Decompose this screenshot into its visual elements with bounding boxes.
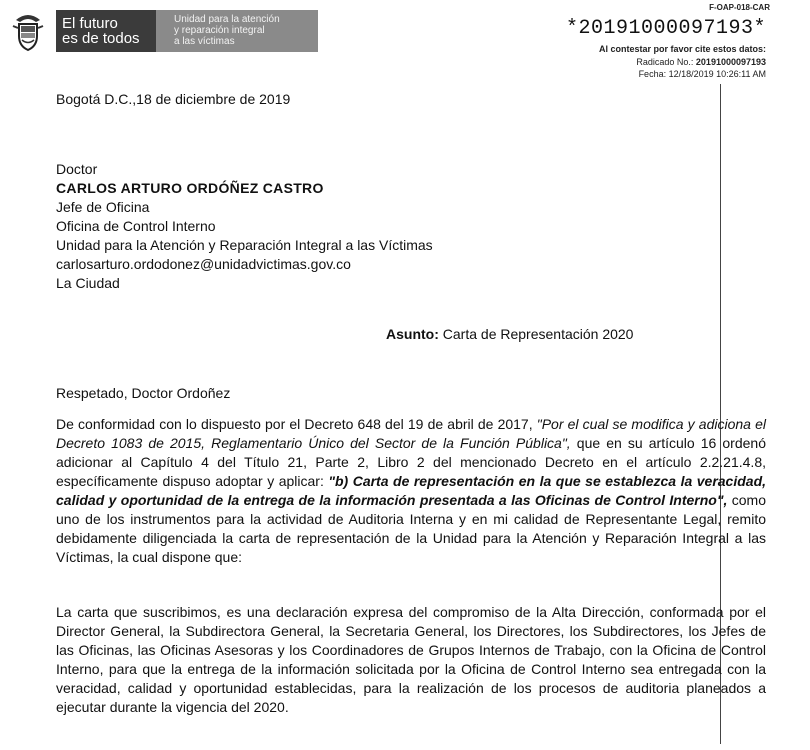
recipient-email: carlosarturo.ordodonez@unidadvictimas.gov.co [56, 256, 351, 272]
recipient-block [56, 160, 433, 293]
paragraph-1 [56, 415, 766, 567]
recipient-city: La Ciudad [56, 275, 120, 291]
recipient-title: Doctor [56, 161, 98, 177]
banner-title-line-1: El futuro [62, 15, 118, 32]
subject-label: Asunto: [386, 326, 439, 342]
radicado-line [636, 57, 766, 67]
p1-part-c: que en su artículo 16 ordenó adicionar al Capítulo 4 del Título 21, Parte 2, Libro 2 del mencionado Decreto en el artículo 2.2.21.4.8, específicamente dispuso adoptar y aplicar: [56, 435, 766, 489]
cite-instructions: Al contestar por favor cite estos datos: [598, 44, 766, 54]
recipient-office: Oficina de Control Interno [56, 218, 216, 234]
banner-title-line-2: es de todos [62, 30, 140, 47]
greeting: Respetado, Doctor Ordoñez [56, 385, 231, 401]
p1-quote-bold: "b) Carta de representación en la que se establezca la veracidad, calidad y oportunidad de la entrega de la información presentada a las Oficinas de Control Interno", [56, 473, 767, 508]
radicado-value: 20191000097193 [695, 57, 766, 67]
recipient-entity: Unidad para la Atención y Reparación Integral a las Víctimas [56, 237, 433, 253]
banner-sub-line-2: y reparación integral [174, 25, 265, 36]
letter-date: Bogotá D.C.,18 de diciembre de 2019 [56, 91, 291, 107]
banner-sub-line-1: Unidad para la atención [174, 14, 280, 25]
paragraph-2: La carta que suscribimos, es una declaración expresa del compromiso de la Alta Dirección, conformada por el Director General, la Subdirectora General, la Secretaria General, los Directores, los Subdirectores, los Jefes de las Oficinas, las Oficinas Asesoras y los Coordinadores de Grupos Internos de Trabajo, con la Oficina de Control Interno, para que la entrega de la información solicitada por la Oficina de Control Interno sea entregada con la veracidad, calidad y oportunidad establecidas, para la realización de los procesos de auditoria planeados a ejecutar durante la vigencia del 2020. [56, 604, 766, 715]
subject-line [386, 325, 633, 344]
subject-value: Carta de Representación 2020 [442, 326, 634, 342]
form-code: F-OAP-018-CAR [709, 3, 770, 12]
fecha-line: Fecha: 12/18/2019 10:26:11 AM [638, 69, 766, 79]
recipient-position: Jefe de Oficina [56, 199, 150, 215]
el-futuro-banner [56, 10, 156, 52]
p1-decree-title: "Por el cual se modifica y adiciona el Decreto 1083 de 2015, Reglamentario Único del Sector de la Función Pública", [56, 416, 766, 451]
p1-part-e: como uno de los instrumentos para la actividad de Auditoria Interna y en mi calidad de Representante Legal, remito debidamente diligenciada la carta de representación de la Unidad para la Atención y Reparación Integral a las Víctimas, la cual dispone que: [56, 492, 767, 565]
colombia-coat-of-arms-logo [12, 10, 44, 52]
unidad-victimas-banner [156, 10, 318, 52]
radicado-number-large: *20191000097193* [565, 17, 766, 40]
radicado-label: Radicado No.: [636, 57, 694, 67]
recipient-name: CARLOS ARTURO ORDÓÑEZ CASTRO [56, 180, 324, 196]
p1-part-a: De conformidad con lo dispuesto por el Decreto 648 del 19 de abril de 2017, [56, 416, 537, 432]
banner-sub-line-3: a las víctimas [174, 36, 235, 47]
